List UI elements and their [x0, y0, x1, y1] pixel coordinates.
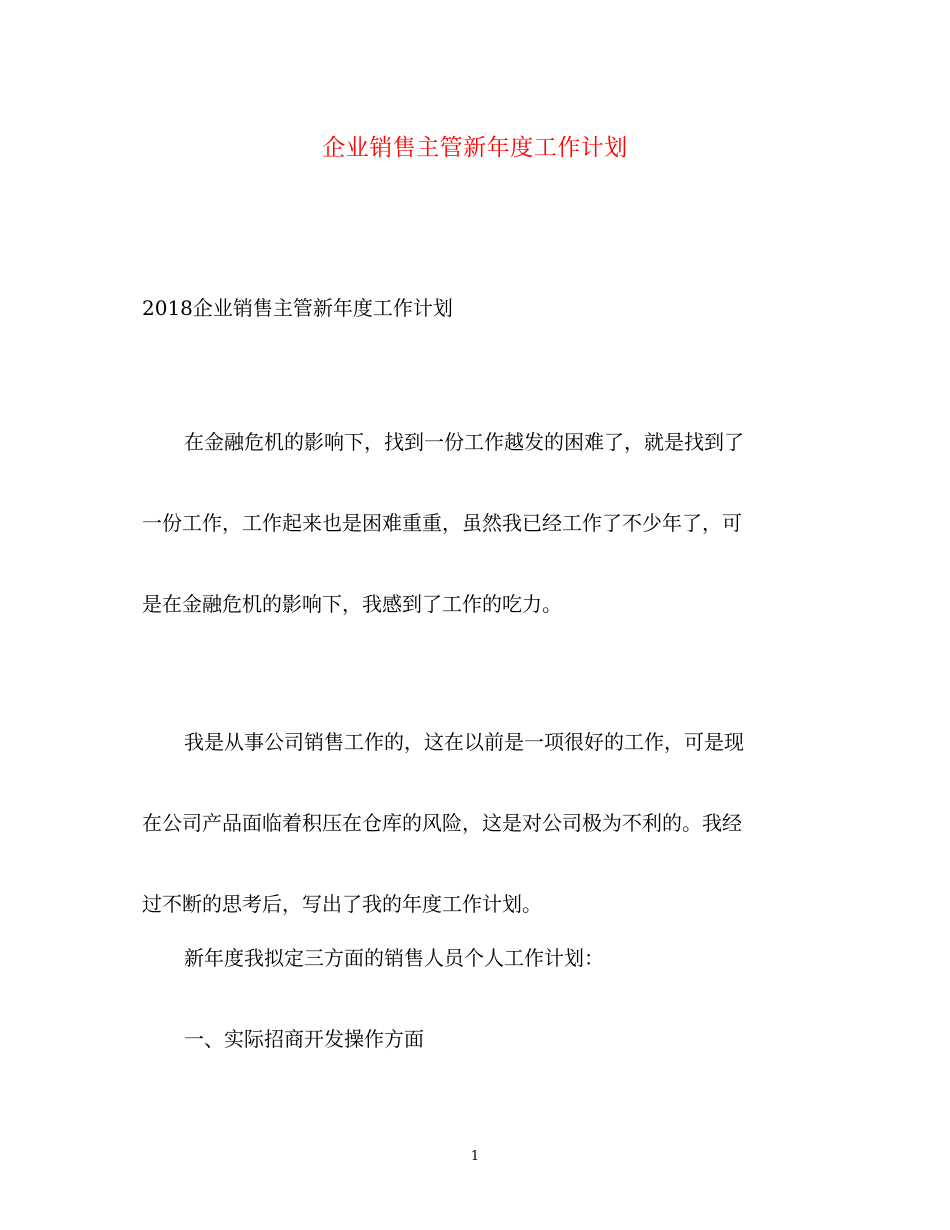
document-title: 企业销售主管新年度工作计划 — [322, 135, 628, 161]
paragraph-line: 过不断的思考后，写出了我的年度工作计划。 — [142, 892, 542, 916]
paragraph-line: 一份工作，工作起来也是困难重重，虽然我已经工作了不少年了，可 — [142, 511, 742, 535]
paragraph-line: 我是从事公司销售工作的，这在以前是一项很好的工作，可是现 — [184, 730, 744, 754]
paragraph-line: 是在金融危机的影响下，我感到了工作的吃力。 — [142, 592, 562, 616]
paragraph-financial-crisis — [142, 402, 807, 645]
section-heading-1 — [142, 999, 807, 1080]
section-heading-text: 一、实际招商开发操作方面 — [184, 1027, 424, 1051]
page-number: 1 — [470, 1149, 480, 1164]
paragraph-line: 新年度我拟定三方面的销售人员个人工作计划： — [184, 946, 604, 970]
paragraph-plan-intro — [142, 918, 807, 999]
document-subtitle: 2018企业销售主管新年度工作计划 — [142, 296, 453, 320]
paragraph-line: 在公司产品面临着积压在仓库的风险，这是对公司极为不利的。我经 — [142, 811, 742, 835]
paragraph-sales-work — [142, 702, 807, 945]
paragraph-line: 在金融危机的影响下，找到一份工作越发的困难了，就是找到了 — [184, 430, 744, 454]
